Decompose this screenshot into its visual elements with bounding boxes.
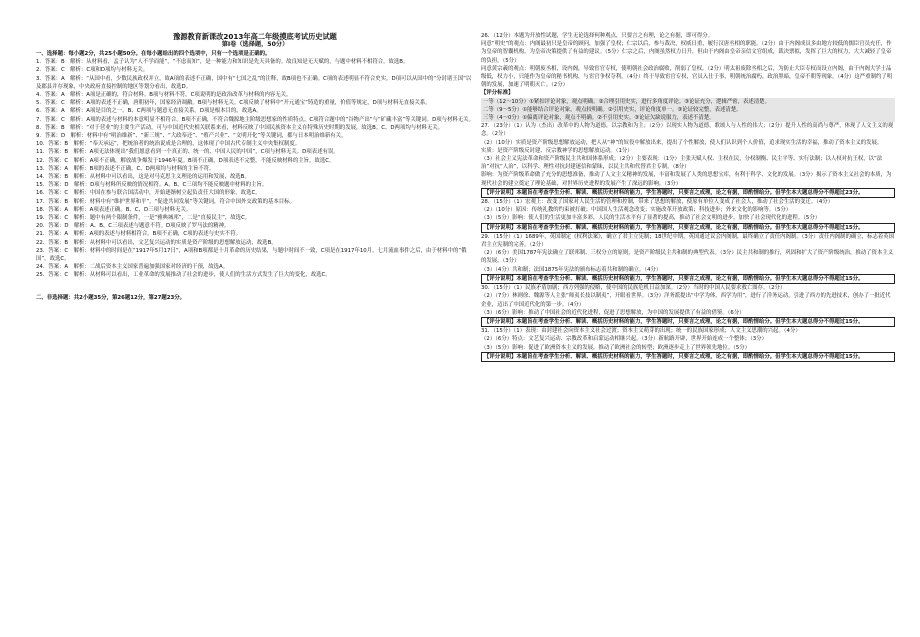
q27-part-4: （3）社会主义宪法革命和资产阶级民主共和国体系形成；（2分）主要表现：（1分）主张天赋人权、主权在民，分权制衡、民主平等、实行法制；以人权对抗王权，以“法治”对抗“人治”，以科学、理性对抗封建迷信和蒙昧，以民主共和代替君主专制。（8分） [481,156,883,171]
q27-scoring-note: 【评分说明】本题旨在考查学生分析、解读、概括历史材料的能力，学生答题时，只要言之成理，论之有据，即酌情给分。但学生本大题总得分不得超过23分。 [481,188,895,198]
q26-view-1: 同意“明史”的观点：内阁最初只是皇帝的顾问，加强了皇权；仁宗以后，参与裁决，权威日重，履行汉唐丞相的职能。（2分）由于内阁成员多由地方较低的儒臣官员充任，作为皇帝的智囊机构，为皇帝决策提供了有益的建议。（5分）仁宗之后，内阁虽然权力日升，但由于内阁由皇帝亲信文官组成，裁决票拟，发挥了巨大的权力，大大减轻了皇帝的负担。（5分） [481,41,892,64]
q26-criteria-1: 一等（12～10分）①紧扣评论对象，观点明确。②合理引用史实，进行多角度评论。③论证充分，逻辑严密，表述清楚。 [481,98,895,106]
q27-part-2: （2）（10分）实质是资产阶级思想解放运动，把人从“神”的奴役中解放出来，提出了个性解放，使人们认识到个人价值，追求现实生活的幸福，推动了资本主义的发展。 [481,139,883,146]
q31-scoring-note: 【评分说明】本题旨在考查学生分析、解读、概括历史材料的能力，学生答题时，只要言之成理，论之有据，即酌情给分。但学生本大题总得分不得超过15分。 [481,352,895,362]
answer-item: 13．答案：A 解析：B项的表述不正确。C、D两项均与材料的主旨不符。 [36,165,215,172]
section-heading-choice: 一、选择题：每小题2分，共25小题50分。在每小题给出的四个选项中，只有一个选项是正确的。 [36,51,271,57]
q30-part-2: （2）（7分）林则徐、魏源等人主张“师夷长技以制夷”，开眼看世界。（3分）洋务派提出“中学为体，西学为用”，进行了洋务运动，引进了西方的先进技术，创办了一批近代企业，迈出了中国近代化的第一步。（4分） [481,293,891,308]
answer-item: 9．答案：D 解析：材料中有“明治维新”、“新三规”、“大政奉还”、“殖产兴业”、“文明开化”等关键词，都与日本明治维新有关。 [36,133,347,140]
answer-item: 7．答案：C 解析：A项的表述与材料的本意明显不相符合。B项不正确，不符合魏源地主阶级思想家的性质特点。C项符合题中的“谷物产出”与“矿藏丰富”等关键词。D项与材料无关。 [36,116,474,123]
q31-part-2: （2）（6分）特点：文艺复兴运动、宗教改革和启蒙运动相继兴起。（3分）新航路开辟，世界开始连成一个整体；（3分） [481,336,767,343]
left-column [36,0,474,637]
answer-item: 14．答案：B 解析：从材料中可以看出，这是对马克思主义理论的运用和发展，故选B。 [36,174,250,181]
answer-item: 15．答案：D 解析：D项与材料所反映的情况相符。A、B、C三项均不能反映题中材料的主旨。 [36,182,268,189]
answer-item: 24．答案：A 解析：二战后资本主义国家普遍加强国家对经济的干预，故选A。 [36,264,229,271]
answer-item: 22．答案：B 解析：从材料中可以看出，文艺复兴运动的实质是资产阶级的思想解放运动，故选B。 [36,239,277,246]
answer-item: 19．答案：C 解析：题中有两个限制条件，一是“雅典城邦”，二是“直接民主”，故选C。 [36,215,251,222]
answer-item: 17．答案：B 解析：材料中有“维护世界和平”，“促进共同发展”等关键词，符合中国外交政策的基本目标。 [36,198,295,205]
q29-part-1: 29．（15分）（1）1689年，英国制定《权利法案》，确立了君主立宪制；18世纪中期，英国通过议会内阁制，最终确立了责任内阁制。（3分）责任内阁制的确立，标志着英国君主立宪制的完善。（2分） [481,233,895,249]
answer-list [36,58,474,279]
q30-scoring-note: 【评分说明】本题旨在考查学生分析、解读、概括历史材料的能力，学生答题时，只要言之成理，论之有据，即酌情给分。但学生本大题总得分不得超过15分。 [481,317,895,327]
q28-part-2: （2）（10分）原因：传统礼教的约束被打破；中国国人生活观念改变；实施改革开放政策；科技进步；外来文化的影响等。（5分） [481,207,792,214]
q26-view-2: 同意黄宗羲的观点：明朝废丞相，设内阁，导致宦官专权，使明朝社会政治腐败，削弱了皇权。（2分）明太祖废除丞相之后，为防止大臣专权而设立内阁，由于内阁大学士品级低，权力小，只能作为皇帝的秘书机构，与宦官争权夺利。（4分）终于导致宦官专权，官员入仕于事，明朝统治腐朽，政治黑暗，皇帝不朝等现象。（4分）这严重制约了明朝的发展，加速了明朝灭亡。（2分） [481,65,893,89]
q31-part-3: （3）（5分）影响：促进了欧洲资本主义的发展，推动了欧洲社会的转型；欧洲逐步走上了世界领先地位。（5分） [481,344,751,351]
q29-part-2: （2）（6分）美国1787年宪法确立了联邦制、三权分立的原则，是资产阶级民主共和制的典型代表。（3分）民主共和制的推行，巩固和扩大了资产阶级统治，推动了资本主义的发展。（3分） [481,250,894,265]
answer-item: 2．答案：C 解析：C项和D项均与材料无关。 [36,67,149,74]
page-subtitle: 第Ⅰ卷（选择题，50分） [221,41,289,48]
q26-intro: 26．（12分）本题为开放性试题，学生无论选择何种观点，只要言之有理，论之有据，即可得分。 [481,33,714,39]
answer-item: 20．答案：D 解析：A、B、C三项表述与题意不符。D项反映了罗马法的精神。 [36,223,230,230]
q27-part-5: 影响：为资产阶级革命做了充分的思想准备，推动了人文主义精神的发展，丰富和发展了人类的思想宝库，有利于科学、文化的发展。（3分）揭示了资本主义社会的本质，为现代社会的建立奠定了理论基础，对世界历史进程的发展产生了深远的影响。（3分） [481,172,892,187]
q29-scoring-note: 【评分说明】本题旨在考查学生分析、解读、概括历史材料的能力，学生答题时，只要言之成理，论之有据，即酌情给分。但学生本大题总得分不得超过15分。 [481,274,895,284]
answer-item: 6．答案：A 解析：A项是目的之一。B、C两项与题意无直接关系。D项是根本目的，故选A。 [36,108,262,115]
q26-criteria-3: 三等（4～0分）①偏离评论对象，观点不明确。②不引用史实。③论证欠缺说服力，表述不清楚。 [481,114,895,122]
section-heading-non-choice: 二、非选择题：共2小题35分，第26题12分，第27题23分。 [36,294,186,301]
q27-part-1: 27．（23分）（1）认为（杰出）改革中的人物为道德，以宗教和为主；（2分）以现实人物为道德，歌颂人与人性的伟大；（2分）提升人性的高尚与尊严，体现了人文主义的观念。（2分） [481,123,894,138]
q30-part-1: 30．（15分）（1）民族矛盾加剧；西方列强的侵略，使中国的民族危机日益加深。（2分）当时的中国人民要求救亡图存。（2分） [481,285,786,292]
q29-part-3: （3）（4分）共和制；法国1875年宪法的颁布标志着共和制的确立。（4分） [481,266,662,273]
answer-item: 11．答案：B 解析：A项无法体现出“我们愿意看到一个真正的、统一的、中国人民的中国”，C项与材料无关。D项表述有误。 [36,149,339,156]
answer-item: 25．答案：C 解析：从材料可以看出，工业革命的发展推动了社会的进步，使人们的生活方式发生了巨大的变化，故选C。 [36,272,331,279]
q27-part-3: 实质：是资产阶级反封建、反宗教神学的思想解放运动。（1分） [481,147,633,154]
answer-item: 18．答案：A 解析：A项表述正确。B、C、D三项与材料无关。 [36,206,192,213]
answer-item: 1．答案：B 解析：从材料看，孟子认为“人不学而能”，“不虑而知”，是一种能力和知识是先天具备的。故良知是无天赋的，与题中材料不相符合。故选B。 [36,59,409,66]
answer-item: 8．答案：B 解析：“对于营业”的主要生产活动，可与中国近代史相关联系来看，材料反映了中国民族资本主义在特殊历史时期的发展，故选B。C、D两项均与材料无关。 [36,124,444,131]
page-title: 豫源教育新课改2013年高二年级摸底考试历史试题 [173,32,337,41]
answer-item: 16．答案：C 解析：中国在参与联合国活动中，开始逐渐树立起负责任大国的形象，故选C。 [36,190,261,197]
answer-item: 23．答案：C 解析：材料中的时间是在“1917年5月17日”，A项和B项都是十月革命的历史结果，与题中时间不一致，C项是在1917年10月，七月流血事件之后，由于材料中的“俄国”，故选C。 [36,247,467,263]
q30-part-3: （3）（6分）影响：推动了中国社会的近代化进程，促进了思想解放，为中国的发展提供了有益的借鉴。（6分） [481,309,745,316]
answer-item: 5．答案：C 解析：A项的表述不正确，唐朝初年，国家经济凋敝。B项与材料无关。C项反映了材料中“开元通宝”铸造的重量，价值等规定，D项与材料无直接关系。 [36,100,431,107]
answer-item: 21．答案：A 解析：A项的表述与材料相符合。B项不正确，C项的表述与史实不符。 [36,231,241,238]
q31-part-1: 31．（15分）（1）表现：由封建社会向资本主义社会过渡；资本主义萌芽的出现；统一的民族国家形成；人文主义思潮的兴起。（4分） [481,328,801,335]
right-column [481,0,895,637]
q26-criteria-2: 二等（9～5分）①能够结合评论对象，观点较明确。②引用史实，评论角度单一。③论证较完整，表述清楚。 [481,106,895,114]
q28-part-3: （3）（5分）影响：使人们的生活更加丰富多彩，人民的生活水平有了显著的提高，推动了社会文明的进步，加快了社会现代化的进程。（5分） [481,215,821,222]
answer-item: 10．答案：B 解析：“奉天承运”，把统治者的统治说成是合理的，这体现了中国古代专制主义中央集权制度。 [36,141,301,148]
answer-item: 4．答案：A 解析：A项是正确的，符合材料。B项与材料不符。C项说明的是政治改革与材料的内容无关。 [36,92,292,99]
answer-item: 3．答案：A 解析：“从国中看，少数民族政权并立，故A项的表述不正确，国中有“七国之乱”的注释，故B项也不正确。C项的表述明显不符合史实。D项可以从国中的“分封诸王国”以及郡县并存现象，中央政府直接控制的地区等划分看出，故选D。 [36,75,472,90]
q28-scoring-note: 【评分说明】本题旨在考查学生分析、解读、概括历史材料的能力，学生答题时，只要言之成理，论之有据，即酌情给分。但学生本大题总得分不得超过15分。 [481,223,895,233]
answer-item: 12．答案：C 解析：A项不正确，解放战争爆发于1946年夏。B项不正确，D项表述不完整，不能反映材料的主旨，故选C。 [36,157,335,164]
q28-part-1: 28．（15分）（1）宏观上：改变了国家对人民生活的管理和控制，带来了思想的解放，使原有单位人变成了社会人，推动了社会生活的变迁。（4分） [481,199,834,206]
q26-criteria-label: 【评分标准】 [481,90,514,97]
